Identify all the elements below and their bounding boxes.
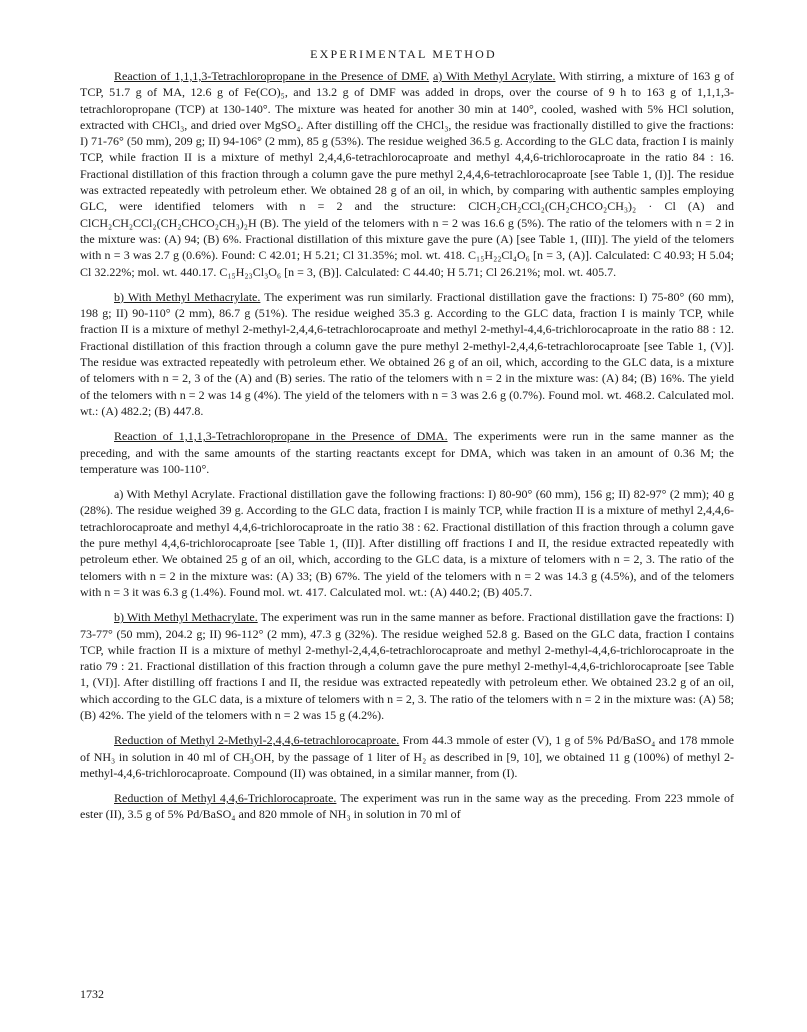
paragraph-text: The experiment was run in the same way as the preceding. From 223 mmole of ester (II), 3.5 g of 5% Pd/BaSO₄ and 820 mmole of NH₃ in solution in 70 ml of (80, 791, 734, 822)
paragraph-text: The experiments were run in the same manner as the preceding, and with the same amounts of the starting reactants except for DMA, which was taken in an amount of 0.36 M; the temperature was 100-110°. (80, 429, 734, 476)
paragraph-dmf-methyl-methacrylate (80, 289, 734, 419)
paragraph-tcp-dma (80, 428, 734, 477)
paragraph-text: The experiment was run in the same manner as before. Fractional distillation gave the fractions: I) 73-77° (50 mm), 204.2 g; II) 96-112° (2 mm), 47.3 g (32%). The residue weighed 52.8 g. Based on the GLC data, fraction I contains TCP, while fraction II is a mixture of methyl 2-methyl-2,4,4,6-tetrachlorocaproate and methyl 2-methyl-4,4,6-trichlorocaproate in the ratio 79 : 21. Fractional distillation of this fraction through a column gave the pure methyl 2-methyl-4,4,6-trichlorocaproate [see Table 1, (VI)]. After distilling off fractions I and II, the residue was extracted repeatedly with petroleum ether. We obtained 23.2 g of an oil, which according to the GLC data, is a mixture of telomers with n = 2, 3. The ratio of the telomers with n = 2 in the mixture was: (A) 58; (B) 42%. The yield of the telomers with n = 2 was 15 g (4.2%). (80, 610, 734, 722)
paragraph-title: Reduction of Methyl 4,4,6-Trichlorocaproate. (114, 791, 337, 806)
paragraph-title: Reaction of 1,1,1,3-Tetrachloropropane in the Presence of DMA. (114, 429, 448, 444)
body-text (80, 68, 734, 832)
page-number: 1732 (80, 987, 104, 1001)
paragraph-subtitle: b) With Methyl Methacrylate. (114, 289, 261, 304)
paragraph-dma-methyl-methacrylate (80, 609, 734, 723)
paragraph-text: From 44.3 mmole of ester (V), 1 g of 5% Pd/BaSO₄ and 178 mmole of NH₃ in solution in 40 ml of CH₃OH, by the passage of 1 liter of H₂ as described in [9, 10], we obtained 11 g (100%) of methyl 2-methyl-4,4,6-trichlorocaproate. Compound (II) was obtained, in a similar manner, from (I). (80, 733, 735, 780)
paragraph-text: With stirring, a mixture of 163 g of TCP, 51.7 g of MA, 12.6 g of Fe(CO)₅, and 13.2 g of DMF was added in drops, over the course of 9 h to 163 g of 1,1,1,3-tetrachloropropane (TCP) at 130-140°. The mixture was heated for another 30 min at 140°, cooled, washed with 5% HCl solution, extracted with CHCl₃, and dried over MgSO₄. After distilling off the CHCl₃, the residue was fractionally distilled to give the fractions: I) 71-76° (50 mm), 209 g; II) 94-106° (2 mm), 85 g (53%). The residue weighed 36.5 g. According to the GLC data, fraction I is mainly TCP, while fraction II is a mixture of methyl 2,4,4,6-tetrachlorocaproate and methyl 4,4,6-trichlorocaproate in the ratio 84 : 16. Fractional distillation of this fraction through a column gave the pure methyl 2,4,4,6-tetrachlorocaproate [see Table 1, (I)]. The residue was extracted repeatedly with petroleum ether. We obtained 28 g of an oil, in which, by comparing with authentic samples employing GLC, were identified telomers with n = 2 and the structure: ClCH₂CH₂CCl₂(CH₂CHCO₂CH₃)₂ · Cl (A) and ClCH₂CH₂CCl₂(CH₂CHCO₂CH₃)₂H (B). The yield of the telomers with n = 2 was 16.6 g (5%). The ratio of the telomers with n = 2 in the mixture was: (A) 94; (B) 6%. Fractional distillation of this mixture gave the pure (A) [see Table 1, (III)]. The yield of the telomers with n = 3 was 2.7 g (0.6%). Found: C 42.01; H 5.21; Cl 31.35%; mol. wt. 418. C₁₅H₂₂Cl₄O₆ [n = 3, (A)]. Calculated: C 40.93; H 5.04; Cl 32.22%; mol. wt. 440.17. C₁₅H₂₃Cl₃O₆ [n = 3, (B)]. Calculated: C 44.40; H 5.71; Cl 26.21%; mol. wt. 405.7. (80, 69, 734, 279)
paragraph-text: Fractional distillation gave the following fractions: I) 80-90° (60 mm), 156 g; II) 82-97° (2 mm); 40 g (28%). The residue weighed 39 g. According to the GLC data, fraction I is mainly TCP, while fraction II is a mixture of methyl 2,4,4,6-tetrachlorocaproate and methyl 4,4,6-trichlorocaproate in the ratio 38 : 62. Fractional distillation of this fraction through a column gave the pure methyl 4,4,6-trichlorocaproate [see Table 1, (II)]. After distilling off fractions I and II, the residue extracted repeatedly with petroleum ether. We obtained 25 g of an oil, which, according to the GLC data, is a mixture of telomers with n = 2, 3. The ratio of the telomers with n = 2 in the mixture was: (A) 33; (B) 67%. The yield of the telomers with n = 2 was 14.3 g (4.5%), and of the telomers with n = 3 it was 6.3 g (1.4%). Found mol. wt. 417. Calculated mol. wt.: (A) 440.2; (B) 405.7. (80, 487, 735, 599)
paragraph-title: Reaction of 1,1,1,3-Tetrachloropropane in the Presence of DMF. (114, 69, 430, 83)
paragraph-subtitle: a) With Methyl Acrylate. (114, 487, 236, 502)
paragraph-dma-methyl-acrylate (80, 486, 734, 600)
paragraph-reduction-trichlorocaproate (80, 790, 734, 823)
paragraph-title: Reduction of Methyl 2-Methyl-2,4,4,6-tetrachlorocaproate. (114, 733, 400, 748)
paragraph-reduction-tetrachlorocaproate (80, 732, 734, 781)
paragraph-subtitle: a) With Methyl Acrylate. (432, 69, 556, 83)
paragraph-tcp-dmf-methyl-acrylate (80, 68, 734, 280)
section-heading: EXPERIMENTAL METHOD (310, 47, 497, 61)
paragraph-subtitle: b) With Methyl Methacrylate. (114, 610, 258, 625)
paragraph-text: The experiment was run similarly. Fractional distillation gave the fractions: I) 75-80° (60 mm), 198 g; II) 90-110° (2 mm), 86.7 g (51%). The residue weighed 35.3 g. According to the GLC data, fraction I is mainly TCP, while fraction II is a mixture of methyl 2-methyl-2,4,4,6-tetrachlorocaproate and methyl 2-methyl-4,4,6-trichlorocaproate in the ratio 88 : 12. Fractional distillation of this fraction through a column gave the pure methyl 2-methyl-2,4,4,6-tetrachlorocaproate [see Table 1, (V)]. The residue was extracted repeatedly with petroleum ether. We obtained 26 g of an oil, which, according to the GLC data, is a mixture of telomers with n = 2, 3 of the (A) and (B) series. The ratio of the telomers with n = 2 in the mixture was: (A) 84; (B) 16%. The yield of the telomers with n = 2 was 14 g (4%). The yield of the telomers with n = 3 was 2.6 g (0.7%). Found mol. wt. 468.2. Calculated mol. wt.: (A) 482.2; (B) 447.8. (80, 289, 734, 418)
